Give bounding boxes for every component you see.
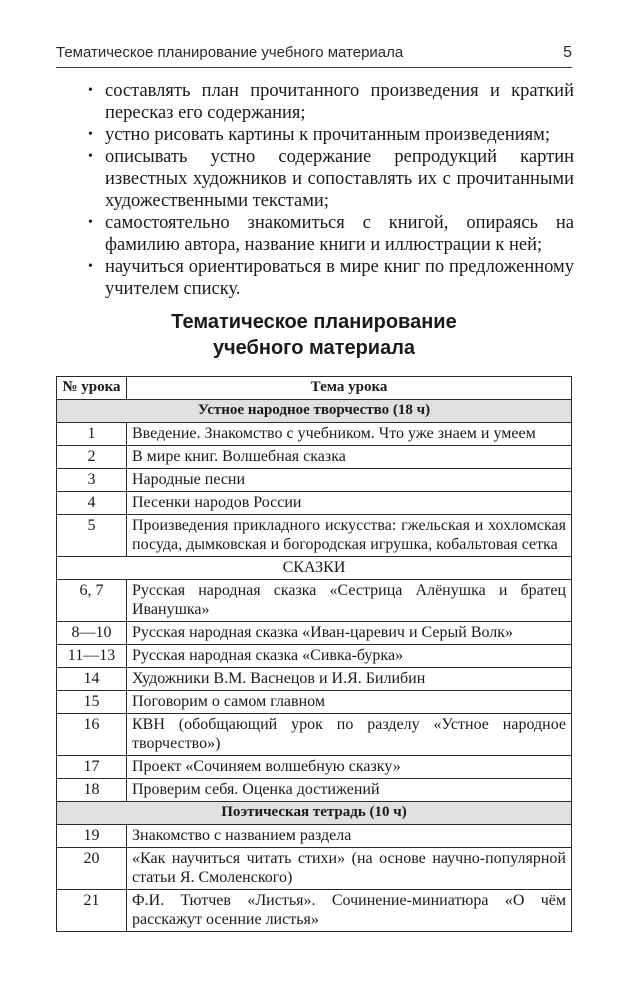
lesson-number: 20 bbox=[57, 848, 127, 890]
header-rule bbox=[56, 67, 572, 68]
bullet-item bbox=[88, 256, 574, 300]
lesson-number: 11—13 bbox=[57, 645, 127, 668]
lesson-topic: Русская народная сказка «Иван-царевич и Серый Волк» bbox=[127, 622, 572, 645]
bullet-list bbox=[88, 80, 574, 300]
lesson-topic: Введение. Знакомство с учебником. Что уже знаем и умеем bbox=[127, 423, 572, 446]
bullet-item bbox=[88, 212, 574, 256]
lesson-topic: Ф.И. Тютчев «Листья». Сочинение-миниатюра «О чём расскажут осенние листья» bbox=[127, 890, 572, 932]
lesson-topic: В мире книг. Волшебная сказка bbox=[127, 446, 572, 469]
bullet-dot-icon: • bbox=[88, 215, 93, 230]
lesson-number: 6, 7 bbox=[57, 580, 127, 622]
lesson-number: 18 bbox=[57, 779, 127, 802]
header-lesson-number: № урока bbox=[57, 377, 127, 400]
lesson-topic: Русская народная сказка «Сестрица Алёнушка и братец Иванушка» bbox=[127, 580, 572, 622]
lesson-topic: Художники В.М. Васнецов и И.Я. Билибин bbox=[127, 668, 572, 691]
lesson-topic: Народные песни bbox=[127, 469, 572, 492]
section-row bbox=[57, 802, 572, 825]
table-row bbox=[57, 622, 572, 645]
lesson-number: 2 bbox=[57, 446, 127, 469]
lesson-number: 17 bbox=[57, 756, 127, 779]
table-row bbox=[57, 469, 572, 492]
bullet-text: самостоятельно знакомиться с книгой, опираясь на фамилию автора, название книги и иллюстрации к ней; bbox=[105, 213, 574, 255]
lesson-topic: Произведения прикладного искусства: гжельская и хохломская посуда, дымковская и богородская игрушка, кобальтовая сетка bbox=[127, 515, 572, 557]
section-row bbox=[57, 557, 572, 580]
table-row bbox=[57, 446, 572, 469]
bullet-item bbox=[88, 80, 574, 124]
lesson-number: 15 bbox=[57, 691, 127, 714]
section-heading: Устное народное творчество (18 ч) bbox=[57, 400, 572, 423]
table-body bbox=[57, 400, 572, 932]
lesson-topic: Русская народная сказка «Сивка-бурка» bbox=[127, 645, 572, 668]
section-title bbox=[56, 309, 572, 361]
section-title-line-1: Тематическое планирование bbox=[171, 311, 457, 333]
lesson-number: 4 bbox=[57, 492, 127, 515]
lesson-number: 1 bbox=[57, 423, 127, 446]
bullet-dot-icon: • bbox=[88, 149, 93, 164]
section-heading: Поэтическая тетрадь (10 ч) bbox=[57, 802, 572, 825]
section-row bbox=[57, 400, 572, 423]
bullet-text: составлять план прочитанного произведения и краткий пересказ его содержания; bbox=[105, 81, 574, 123]
header-lesson-topic: Тема урока bbox=[127, 377, 572, 400]
lesson-topic: «Как научиться читать стихи» (на основе научно-популярной статьи Я. Смоленского) bbox=[127, 848, 572, 890]
table-row bbox=[57, 691, 572, 714]
bullet-dot-icon: • bbox=[88, 127, 93, 142]
section-heading: СКАЗКИ bbox=[57, 557, 572, 580]
bullet-item bbox=[88, 124, 574, 146]
bullet-item bbox=[88, 146, 574, 212]
bullet-dot-icon: • bbox=[88, 259, 93, 274]
lesson-topic: Знакомство с названием раздела bbox=[127, 825, 572, 848]
table-row bbox=[57, 668, 572, 691]
section-title-line-2: учебного материала bbox=[212, 337, 416, 359]
lesson-number: 16 bbox=[57, 714, 127, 756]
lesson-topic: Поговорим о самом главном bbox=[127, 691, 572, 714]
lesson-number: 14 bbox=[57, 668, 127, 691]
lesson-topic: КВН (обобщающий урок по разделу «Устное народное творчество») bbox=[127, 714, 572, 756]
lesson-plan-table bbox=[56, 376, 572, 932]
lesson-number: 21 bbox=[57, 890, 127, 932]
table-row bbox=[57, 779, 572, 802]
bullet-text: устно рисовать картины к прочитанным произведениям; bbox=[105, 125, 550, 145]
table-row bbox=[57, 890, 572, 932]
table-row bbox=[57, 515, 572, 557]
table-row bbox=[57, 423, 572, 446]
lesson-topic: Песенки народов России bbox=[127, 492, 572, 515]
table-row bbox=[57, 825, 572, 848]
running-title: Тематическое планирование учебного материала bbox=[56, 44, 404, 61]
bullet-text: описывать устно содержание репродукций картин известных художников и сопоставлять их с прочитанными художественными текстами; bbox=[105, 147, 574, 211]
table-row bbox=[57, 492, 572, 515]
table-header-row bbox=[57, 377, 572, 400]
lesson-number: 8—10 bbox=[57, 622, 127, 645]
bullet-text: научиться ориентироваться в мире книг по предложенному учителем списку. bbox=[105, 257, 574, 299]
table-row bbox=[57, 714, 572, 756]
lesson-topic: Проверим себя. Оценка достижений bbox=[127, 779, 572, 802]
running-header bbox=[56, 44, 572, 62]
lesson-number: 3 bbox=[57, 469, 127, 492]
table-row bbox=[57, 756, 572, 779]
table-row bbox=[57, 645, 572, 668]
lesson-topic: Проект «Сочиняем волшебную сказку» bbox=[127, 756, 572, 779]
bullet-dot-icon: • bbox=[88, 83, 93, 98]
table-row bbox=[57, 580, 572, 622]
lesson-number: 5 bbox=[57, 515, 127, 557]
table-row bbox=[57, 848, 572, 890]
page-number: 5 bbox=[563, 44, 572, 61]
lesson-number: 19 bbox=[57, 825, 127, 848]
